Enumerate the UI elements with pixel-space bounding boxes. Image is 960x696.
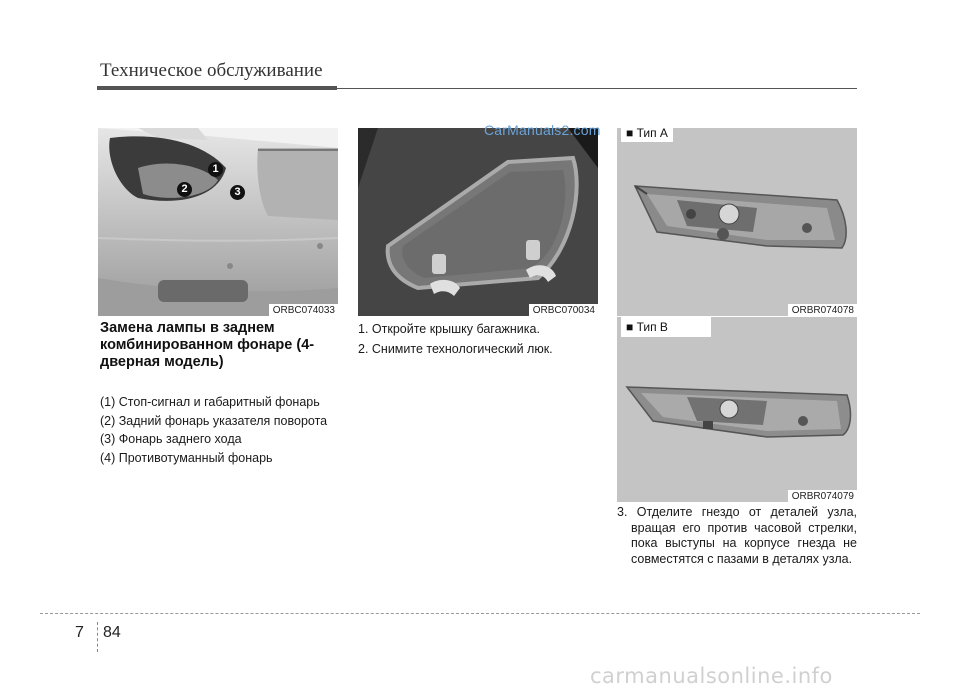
car-rear-illustration [98, 128, 338, 316]
list-item: (3) Фонарь заднего хода [100, 432, 242, 446]
type-a-label: ■ Тип А [621, 128, 673, 142]
lamp-type-b-illustration [617, 317, 857, 502]
step-item: 2. Снимите технологический люк. [358, 341, 553, 356]
section-header-title: Техническое обслуживание [100, 60, 323, 81]
footer-site-watermark: carmanualsonline.info [590, 664, 833, 688]
type-b-label: ■ Тип В [621, 317, 711, 337]
list-item: (2) Задний фонарь указателя поворота [100, 413, 328, 428]
photo-car-rear [98, 128, 338, 316]
photo-code: ORBC074033 [269, 304, 338, 316]
photo-code: ORBR074079 [788, 490, 857, 502]
list-item: (1) Стоп-сигнал и габаритный фонарь [100, 395, 320, 409]
section-heading: Замена лампы в заднем комбинированном фонаре (4-дверная модель) [100, 320, 315, 370]
watermark-text: CarManuals2.com [484, 122, 601, 138]
callout-1: 1 [208, 162, 223, 177]
photo-trunk-hatch [358, 128, 598, 316]
page-number-separator [97, 622, 98, 652]
callout-3: 3 [230, 185, 245, 200]
callout-2: 2 [177, 182, 192, 197]
list-item: (4) Противотуманный фонарь [100, 450, 273, 465]
lamp-list [100, 395, 340, 466]
step-item: 3. Отделите гнездо от деталей узла, вращая его против часовой стрелки, пока выступы на корпусе гнезда не совместятся с пазами в деталях узла. [617, 505, 857, 566]
steps-middle [358, 322, 598, 357]
footer-divider [40, 613, 920, 614]
header-rule-thick [97, 86, 337, 90]
page-chapter: 7 [75, 624, 84, 641]
photo-code: ORBR074078 [788, 304, 857, 316]
lamp-type-a-illustration [617, 128, 857, 316]
header-rule-thin [337, 88, 857, 89]
photo-lamp-type-b [617, 316, 857, 502]
trunk-hatch-illustration [358, 128, 598, 316]
steps-right [617, 505, 857, 567]
page-number: 84 [103, 624, 121, 641]
step-item: 1. Откройте крышку багажника. [358, 322, 540, 336]
photo-code: ORBC070034 [529, 304, 598, 316]
photo-lamp-type-a [617, 128, 857, 316]
